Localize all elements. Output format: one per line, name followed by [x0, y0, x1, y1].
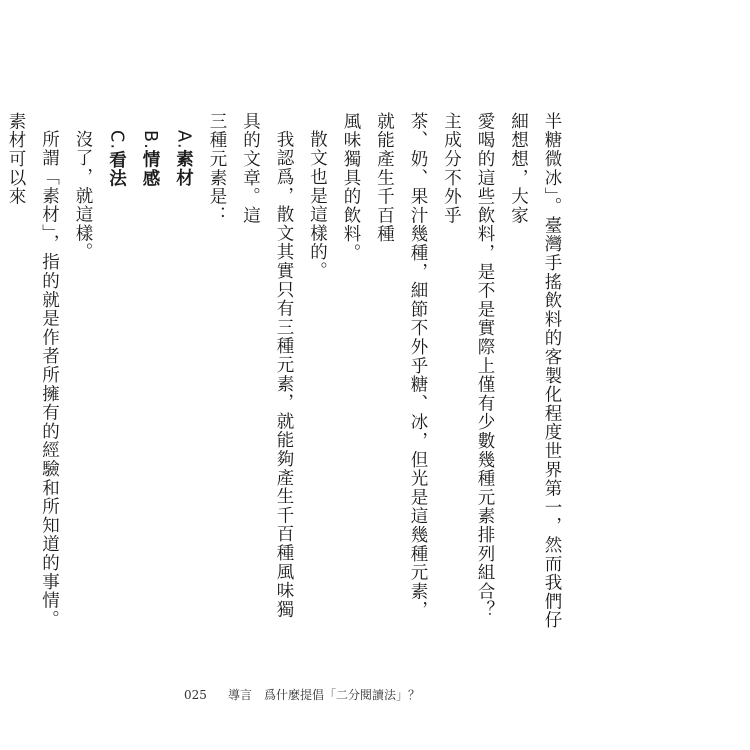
chapter-title: 導言 爲什麼提倡「二分閱讀法」？ [228, 688, 421, 702]
element-item-a: A.素材 [173, 129, 194, 187]
element-term: 素材 [173, 149, 194, 187]
paragraph-line: 散文也是這樣的。 [307, 129, 328, 280]
paragraph-line: 沒了，就這樣。 [73, 129, 93, 262]
page-footer [184, 686, 420, 703]
paragraph-line: 茶、奶、果汁幾種，細節不外乎糖、冰，但光是這幾種元素，就能產生千百種 [374, 112, 428, 620]
paragraph-line: 風味獨具的飲料。 [341, 112, 361, 263]
paragraph-line: 三種元素是： [207, 112, 227, 225]
paragraph-line: 半糖微冰」。臺灣手搖飲料的客製化程度世界第一，然而我們仔細想想，大家 [508, 112, 562, 630]
element-term: 情感 [140, 149, 160, 188]
element-term: 看法 [106, 149, 127, 188]
element-item-b: B.情感 [140, 129, 160, 188]
paragraph-line: 我認爲，散文其實只有三種元素，就能夠產生千百種風味獨具的文章。這 [240, 112, 294, 619]
paragraph-line: 所謂「素材」，指的就是作者所擁有的經驗和所知道的事情。素材可以來 [6, 112, 60, 629]
paragraph-line: 愛喝的這些飲料，是不是實際上僅有少數幾種元素排列組合？主成分不外乎 [441, 112, 495, 620]
page-number: 025 [184, 688, 207, 702]
body-text [0, 112, 568, 632]
element-item-c: C.看法 [106, 129, 127, 188]
